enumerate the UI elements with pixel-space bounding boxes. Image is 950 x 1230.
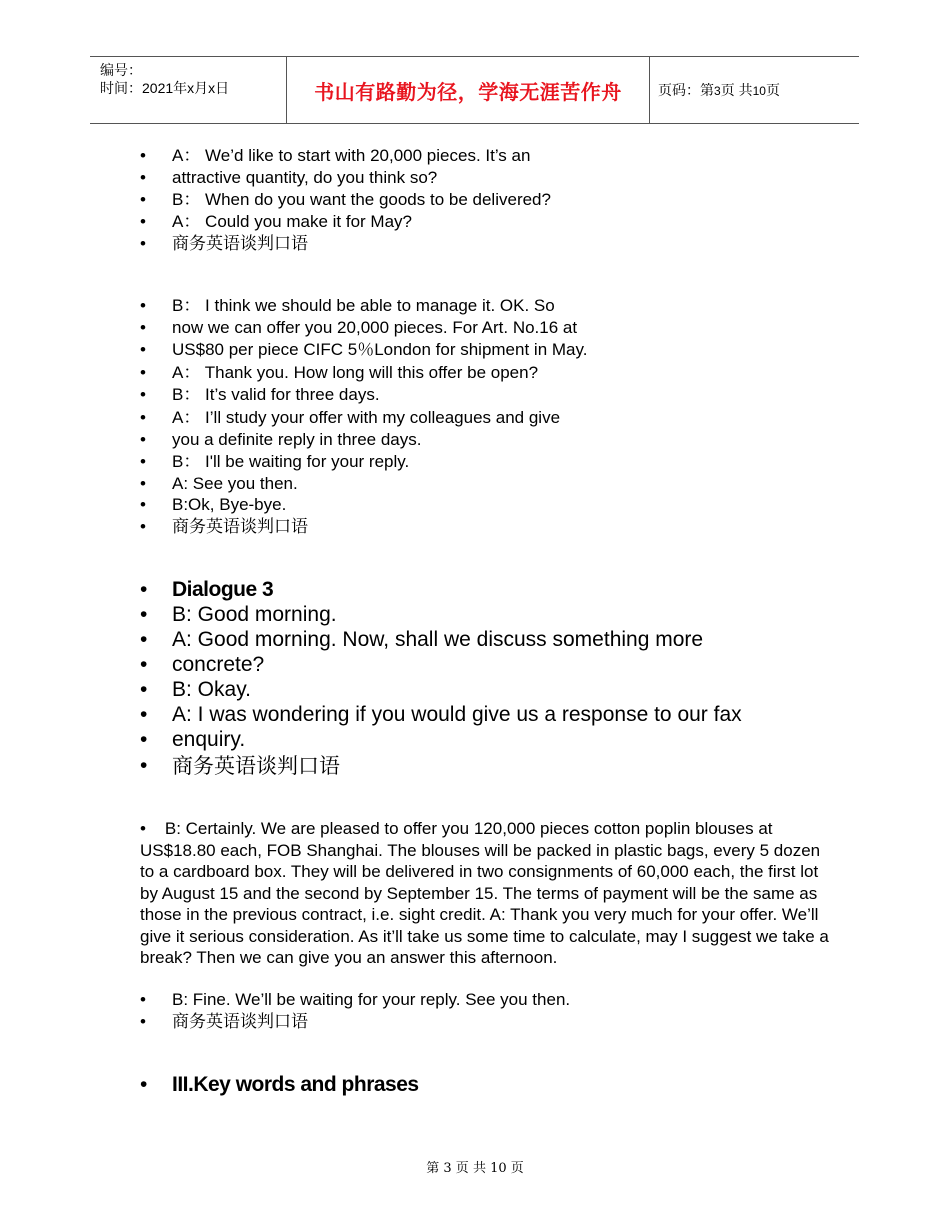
bullet-icon: • [140, 603, 148, 626]
bullet-icon: • [140, 385, 146, 404]
bullet-icon: • [140, 190, 146, 209]
dialogue-paragraph: • B: Certainly. We are pleased to offer you 120,000 pieces cotton poplin blouses at US$18.80 each, FOB Shanghai. The blouses will be packed in plastic bags, every 5 dozen to a cardboard box. They will be delivered in two consignments of 60,000 each, the first lot by August 15 and the second by September 15. The terms of payment will be the same as those in the previous contract, i.e. sight credit. A: Thank you very much for your offer. We’ll give it serious consideration. As it’ll take us some time to calculate, may I suggest we take a break? Then we can give you an answer this afternoon. [140, 819, 829, 967]
header-meta [100, 61, 290, 97]
bullet-icon: • [140, 452, 146, 471]
bullet-icon: • [140, 340, 146, 359]
bullet-icon: • [140, 703, 148, 726]
bullet-icon: • [140, 146, 146, 165]
bullet-icon: • [140, 819, 146, 838]
document-header [90, 56, 859, 124]
bullet-icon: • [140, 430, 146, 449]
bullet-icon: • [140, 296, 146, 315]
bullet-icon: • [140, 495, 146, 514]
bullet-icon: • [140, 628, 148, 651]
bullet-icon: • [140, 754, 148, 777]
bullet-icon: • [140, 517, 146, 536]
bullet-icon: • [140, 728, 148, 751]
bullet-icon: • [140, 318, 146, 337]
bullet-icon: • [140, 578, 148, 601]
bullet-icon: • [140, 1073, 148, 1096]
header-motto: 书山有路勤为径，学海无涯苦作舟 [314, 79, 622, 104]
bullet-icon: • [140, 678, 148, 701]
time-label: 时间：2021年x月x日 [100, 80, 230, 96]
bullet-icon: • [140, 363, 146, 382]
bullet-icon: • [140, 168, 146, 187]
bullet-icon: • [140, 990, 146, 1009]
header-divider [649, 57, 650, 123]
bullet-icon: • [140, 408, 146, 427]
bullet-icon: • [140, 1012, 146, 1031]
bullet-icon: • [140, 212, 146, 231]
serial-number-label: 编号： [100, 62, 142, 78]
bullet-icon: • [140, 234, 146, 253]
page-footer: 第 3 页 共 10 页 [426, 1161, 524, 1176]
header-page-info: 页码：第3页 共10页 [658, 82, 780, 98]
bullet-icon: • [140, 653, 148, 676]
bullet-icon: • [140, 474, 146, 493]
